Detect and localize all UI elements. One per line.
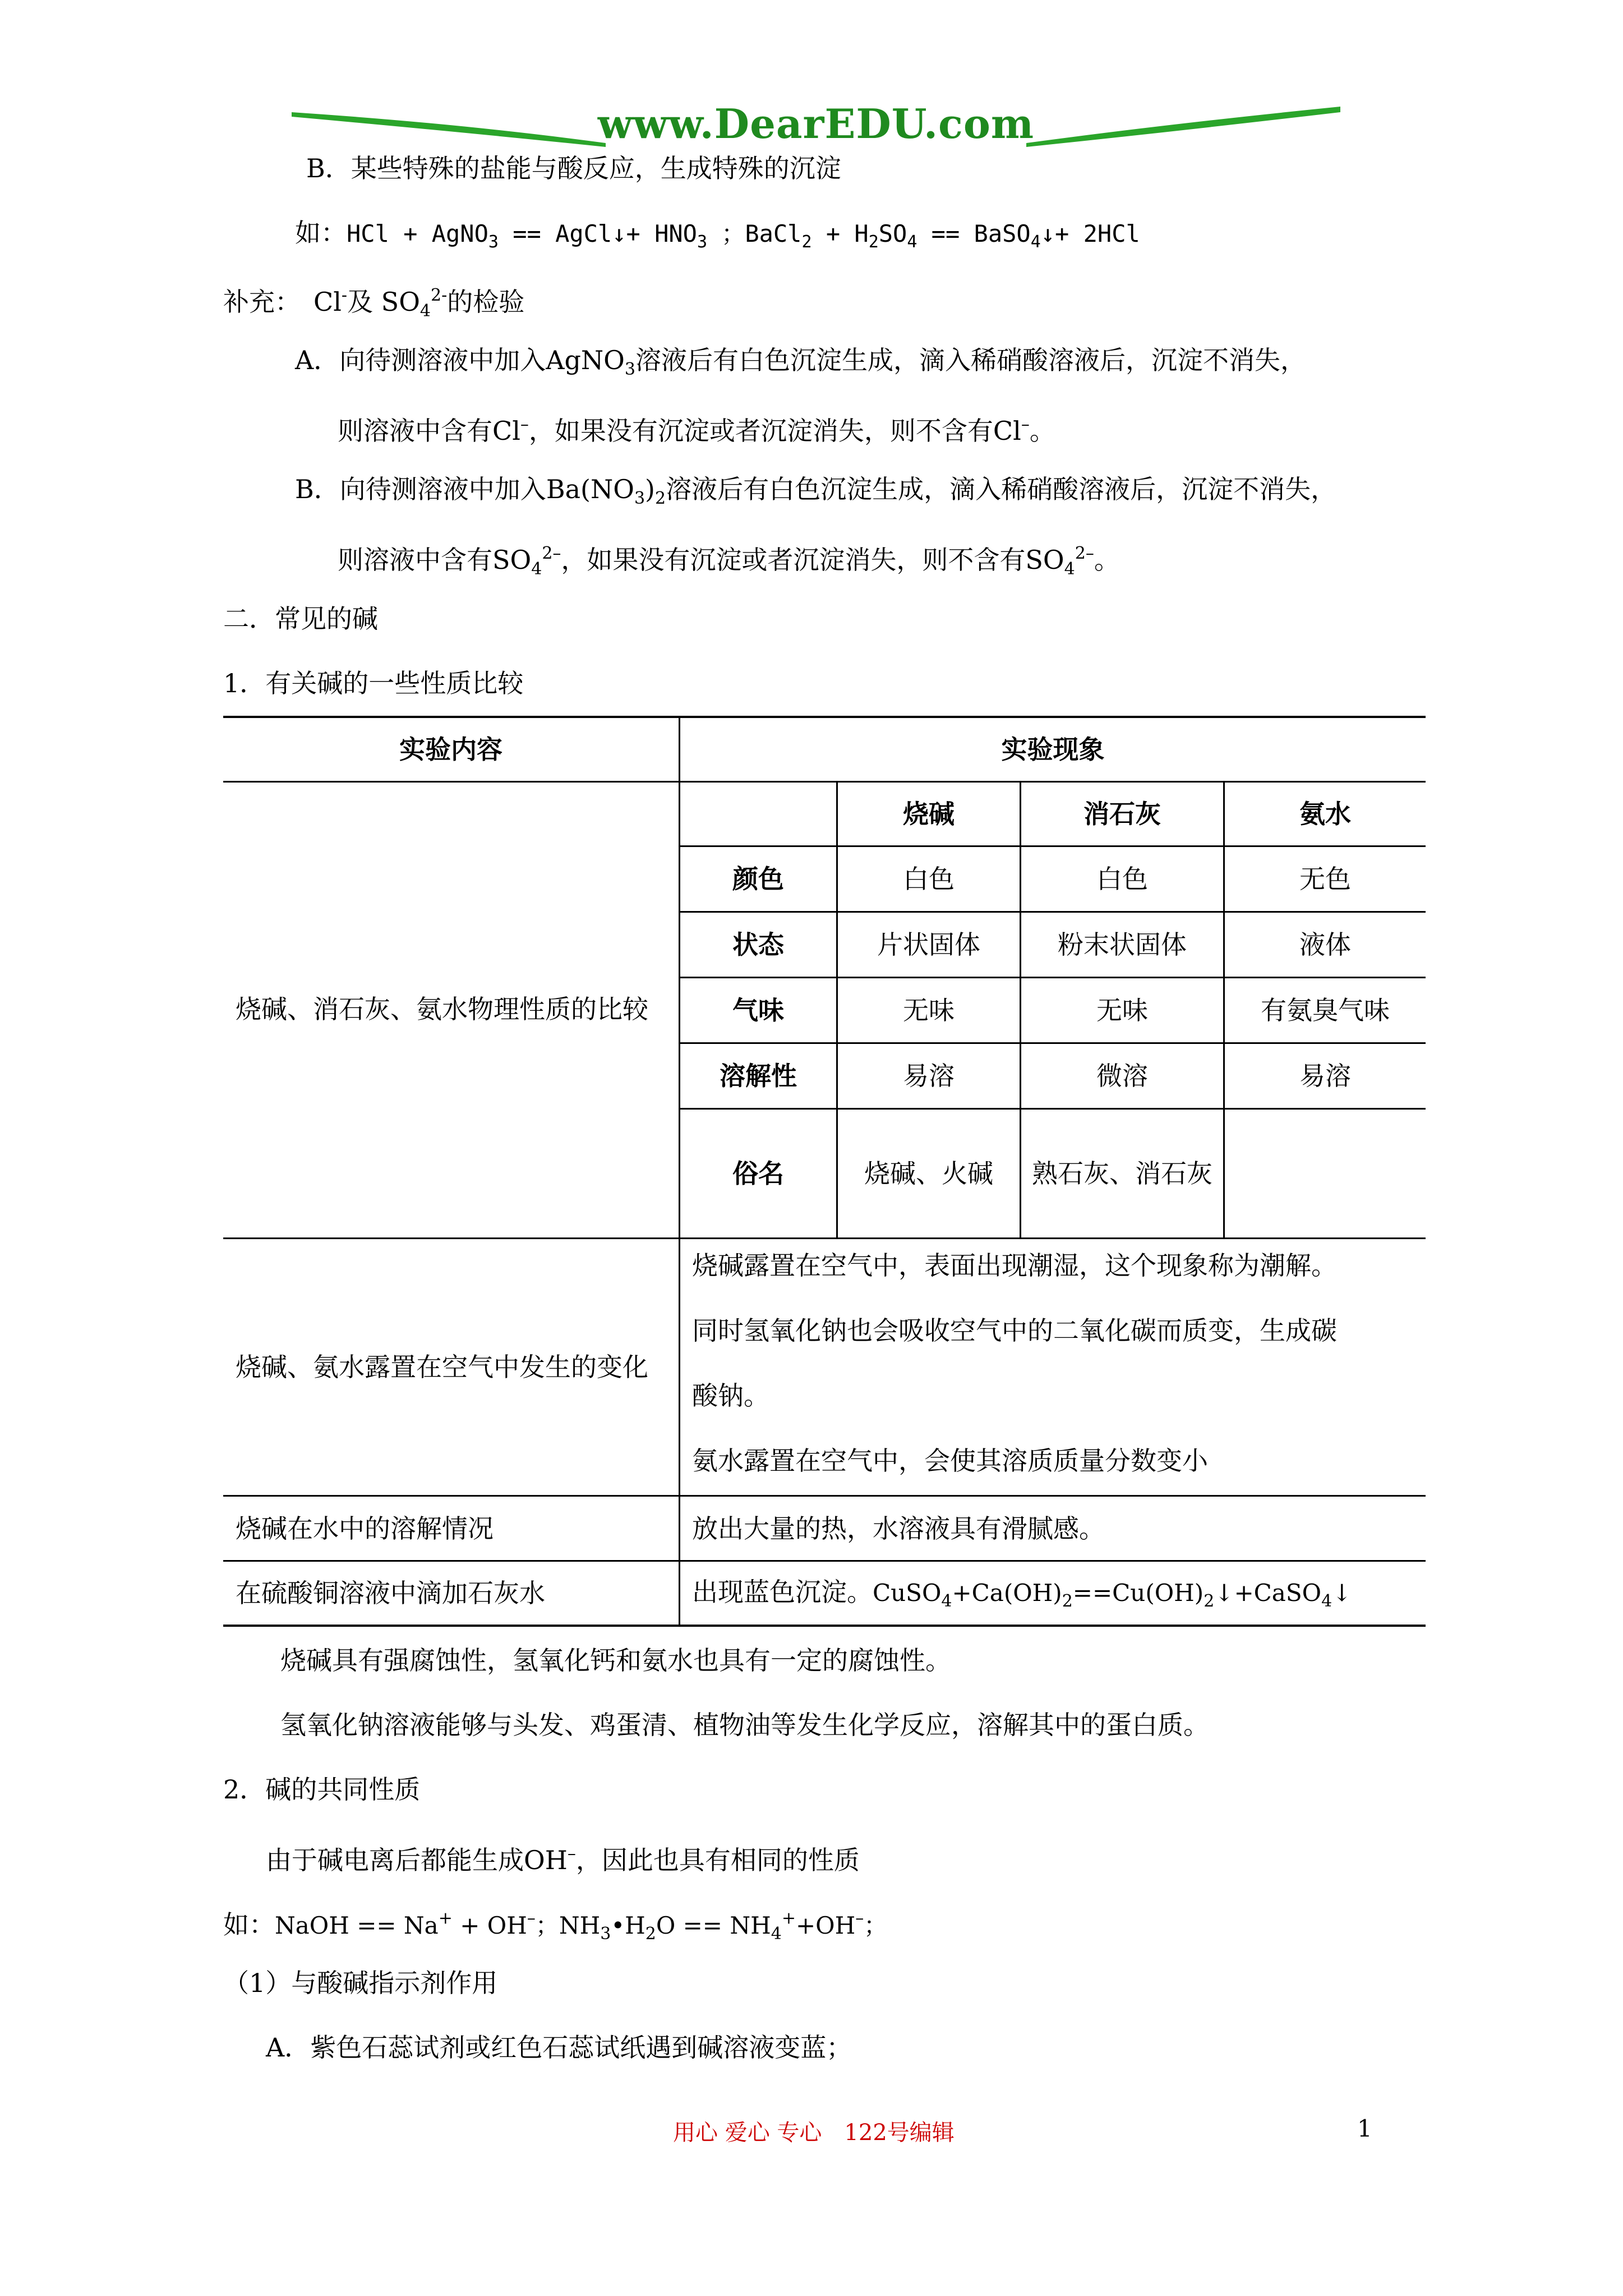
table-cell: 微溶 bbox=[1096, 1061, 1148, 1091]
a1-pre: A．向待测溶液中加入 bbox=[295, 345, 546, 375]
row-left-cuso4: 在硫酸铜溶液中滴加石灰水 bbox=[236, 1578, 545, 1608]
col-head-nh3: 氨水 bbox=[1299, 799, 1351, 829]
b-1-post: 溶液后有白色沉淀生成，滴入稀硝酸溶液后，沉淀不消失， bbox=[666, 474, 1337, 504]
table-cell: 易溶 bbox=[1299, 1061, 1351, 1091]
item-a: A．紫色石蕊试剂或红色石蕊试纸遇到碱溶液变蓝； bbox=[266, 2032, 852, 2063]
b-2-post: 。 bbox=[1094, 545, 1120, 575]
item-heading-1: （1）与酸碱指示剂作用 bbox=[223, 1968, 498, 1998]
ionization-prefix: 如： bbox=[223, 1910, 275, 1940]
exposure-line: 烧碱露置在空气中，表面出现潮湿，这个现象称为潮解。 bbox=[692, 1250, 1337, 1281]
page-number: 1 bbox=[1357, 2115, 1372, 2142]
text-line-b-2: 则溶液中含有$SO_4^{2-}$，如果没有沉淀或者沉淀消失，则不含有$SO_4^{2-}$。 bbox=[338, 544, 1120, 579]
paragraph-protein: 氢氧化钠溶液能够与头发、鸡蛋清、植物油等发生化学反应，溶解其中的蛋白质。 bbox=[280, 1710, 1209, 1740]
table-cell: 白色 bbox=[1096, 864, 1148, 894]
table-cell: 粉末状固体 bbox=[1058, 930, 1187, 960]
b-1-pre: B．向待测溶液中加入 bbox=[295, 474, 546, 504]
table-head-content: 实验内容 bbox=[399, 734, 502, 765]
paragraph-corrosive: 烧碱具有强腐蚀性，氢氧化钙和氨水也具有一定的腐蚀性。 bbox=[280, 1645, 951, 1676]
a2-post: 。 bbox=[1029, 416, 1055, 446]
text-line-b-1: B．向待测溶液中加入$Ba(NO_3)_2$溶液后有白色沉淀生成，滴入稀硝酸溶液后，沉淀不消失， bbox=[295, 474, 1337, 508]
row-left-dissolve: 烧碱在水中的溶解情况 bbox=[236, 1513, 494, 1544]
table-cell: 无色 bbox=[1299, 864, 1351, 894]
table-cell: 片状固体 bbox=[877, 930, 980, 960]
row-label-color: 颜色 bbox=[732, 864, 784, 894]
a2-mid: ，如果没有沉淀或者沉淀消失，则不含有 bbox=[528, 416, 993, 446]
table-cell: 无味 bbox=[903, 995, 955, 1025]
equation-line: 如：HCl + AgNO$_3$ == AgCl↓+ $HNO_3$ ；BaCl$_2$ + $H_2SO_4$ == BaSO$_4$↓+ 2HCl bbox=[295, 218, 1140, 252]
table-cell bbox=[1225, 1110, 1426, 1237]
supplement-line: 补充： Cl-及 $SO_4^{2-}$的检验 bbox=[223, 286, 525, 321]
row-label-state: 状态 bbox=[732, 930, 784, 960]
oh-pre: 由于碱电离后都能生成OH bbox=[266, 1845, 568, 1875]
ionization-equation: 如：NaOH == Na+ + OH–；$NH_3•H_2O == NH_4^++OH^-$； bbox=[223, 1908, 888, 1944]
cuso4-pre: 出现蓝色沉淀。 bbox=[692, 1577, 873, 1607]
row-label-odor: 气味 bbox=[732, 995, 784, 1025]
table-cell: 有氨臭气味 bbox=[1261, 995, 1390, 1025]
table-cell: 白色 bbox=[903, 864, 955, 894]
paragraph-oh: 由于碱电离后都能生成OH–，因此也具有相同的性质 bbox=[266, 1844, 860, 1875]
table-cell: 易溶 bbox=[903, 1061, 955, 1091]
exposure-line: 氨水露置在空气中，会使其溶质质量分数变小 bbox=[692, 1446, 1208, 1476]
table-cell: 烧碱、火碱 bbox=[864, 1158, 993, 1189]
table-head-phenomenon: 实验现象 bbox=[1001, 734, 1105, 765]
row-label-common-name: 俗名 bbox=[732, 1158, 784, 1189]
a2-pre: 则溶液中含有 bbox=[338, 416, 492, 446]
supplement-text: 的检验 bbox=[447, 287, 525, 317]
b-2-pre: 则溶液中含有 bbox=[338, 545, 492, 575]
supplement-label: 补充： bbox=[223, 287, 288, 317]
col-head-naoh: 烧碱 bbox=[903, 799, 955, 829]
oh-post: ，因此也具有相同的性质 bbox=[575, 1845, 860, 1875]
row-label-solubility: 溶解性 bbox=[720, 1061, 797, 1091]
table-bottom-rule bbox=[223, 1625, 1426, 1627]
site-logo-text: www.DearEDU.com bbox=[597, 100, 1035, 148]
table-cell: 液体 bbox=[1299, 930, 1351, 960]
text-line-a2: 则溶液中含有Cl–，如果没有沉淀或者沉淀消失，则不含有Cl–。 bbox=[338, 415, 1055, 446]
subsection-heading-1: 1．有关碱的一些性质比较 bbox=[223, 668, 524, 698]
table-cell: 无味 bbox=[1096, 995, 1148, 1025]
footer-text: 用心 爱心 专心 122号编辑 bbox=[673, 2120, 955, 2146]
col-head-caoh2: 消石灰 bbox=[1083, 799, 1161, 829]
table-cell: 熟石灰、消石灰 bbox=[1032, 1158, 1212, 1189]
row-left-exposure: 烧碱、氨水露置在空气中发生的变化 bbox=[236, 1352, 648, 1382]
row-right-dissolve: 放出大量的热，水溶液具有滑腻感。 bbox=[692, 1513, 1105, 1544]
equation-prefix: 如： bbox=[295, 218, 347, 248]
row-left-physical: 烧碱、消石灰、氨水物理性质的比较 bbox=[236, 994, 648, 1024]
subsection-heading-2: 2．碱的共同性质 bbox=[223, 1774, 421, 1805]
section-heading: 二．常见的碱 bbox=[223, 604, 378, 634]
text-line-b1: B．某些特殊的盐能与酸反应，生成特殊的沉淀 bbox=[306, 153, 841, 183]
exposure-line: 同时氢氧化钠也会吸收空气中的二氧化碳而质变，生成碳 bbox=[692, 1315, 1337, 1346]
exposure-line: 酸钠。 bbox=[692, 1381, 769, 1411]
row-right-cuso4: 出现蓝色沉淀。$CuSO_4+Ca(OH)_2==Cu(OH)_2↓+CaSO_4↓$ bbox=[692, 1577, 1352, 1611]
b-2-mid: ，如果没有沉淀或者沉淀消失，则不含有 bbox=[561, 545, 1026, 575]
a1-post: 溶液后有白色沉淀生成，滴入稀硝酸溶液后，沉淀不消失， bbox=[635, 345, 1306, 375]
text-line-a1: A．向待测溶液中加入AgNO$_3$溶液后有白色沉淀生成，滴入稀硝酸溶液后，沉淀不消失， bbox=[295, 345, 1306, 379]
